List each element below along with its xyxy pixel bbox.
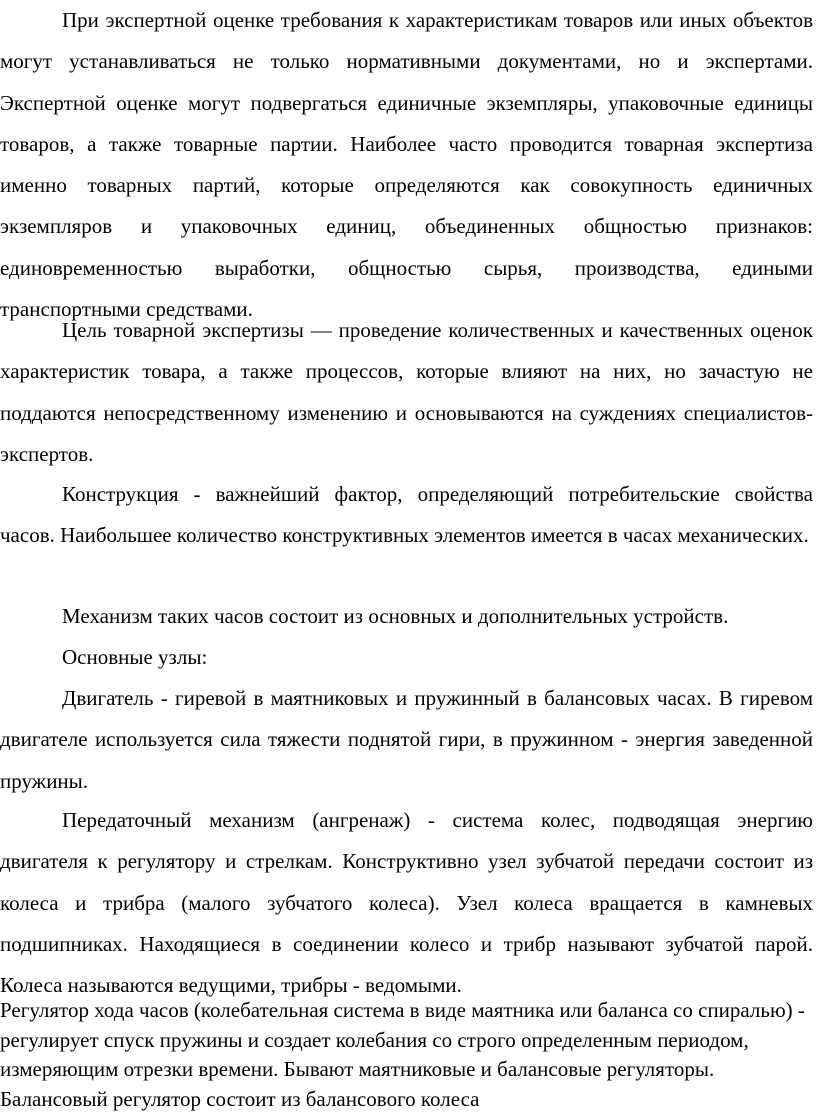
paragraph-expert-evaluation: При экспертной оценке требования к характеристикам товаров или иных объектов могут устанавливаться не только нормативными документами, но и экспертами. Экспертной оценке могут подвергаться единичные экземпляры, упаковочные единицы товаров, а также товарные партии. Наиболее часто проводится товарная экспертиза именно товарных партий, которые определяются как совокупность единичных экземпляров и упаковочных единиц, объединенных общностью признаков: единовременностью выработки, общностью сырья, производства, едиными транспортными средствами. [0,8,813,322]
paragraph-transmission: Передаточный механизм (ангренаж) - система колес, подводящая энергию двигателя к регулятору и стрелкам. Конструктивно узел зубчатой передачи состоит из колеса и трибра (малого зубчатого колеса). Узел колеса вращается в камневых подшипниках. Находящиеся в соединении колесо и трибр называют зубчатой парой. Колеса называются ведущими, трибры - ведомыми. [0,808,813,998]
paragraph-main-units: Основные узлы: [62,645,208,669]
paragraph-regulator: Регулятор хода часов (колебательная система в виде маятника или баланса со спиралью) - регулирует спуск пружины и создает колебания со строго определенным периодом, измеряющим отрезки времени. Бывают маятниковые и балансовые регуляторы. Балансовый регулятор состоит из балансового колеса [0,998,805,1111]
paragraph-construction: Конструкция - важнейший фактор, определяющий потребительские свойства часов. Наибольшее количество конструктивных элементов имеется в часах механических. [0,482,813,548]
paragraph-mechanism: Механизм таких часов состоит из основных и дополнительных устройств. [62,604,729,628]
paragraph-engine: Двигатель - гиревой в маятниковых и пружинный в балансовых часах. В гиревом двигателе используется сила тяжести поднятой гири, в пружинном - энергия заведенной пружины. [0,686,813,793]
paragraph-expertise-goal: Цель товарной экспертизы — проведение количественных и качественных оценок характеристик товара, а также процессов, которые влияют на них, но зачастую не поддаются непосредственному изменению и основываются на суждениях специалистов-экспертов. [0,318,813,466]
